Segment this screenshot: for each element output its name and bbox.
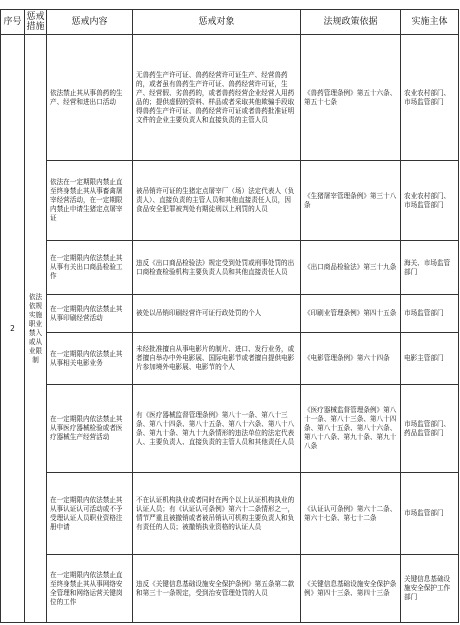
content-cell: 在一定期限内依法禁止直至终身禁止其从事网络安全管理和网络运营关键岗位的工作 <box>47 555 133 623</box>
table-row <box>1 555 459 623</box>
subject-cell: 电影主管部门 <box>401 333 459 385</box>
content-cell: 在一定期限内依法禁止其从事医疗器械检验或者医疗器械生产经营活动 <box>47 385 133 473</box>
table-row <box>1 473 459 555</box>
basis-cell: 《出口商品检验法》第三十九条 <box>301 241 401 295</box>
target-cell: 被吊销许可证的生猪定点屠宰厂（场）法定代表人（负责人）、直接负责的主管人员和其他直接责任人员，因食品安全犯罪被判处有期徒刑以上刑罚的人员 <box>133 161 301 241</box>
table-row <box>1 241 459 295</box>
target-cell: 有《医疗器械监督管理条例》第八十一条、第八十三条、第八十四条、第八十五条、第八十六条、第八十八条、第九十条、第九十九条情形的违法单位的法定代表人、主要负责人、直接负责的主管人员和其他责任人员 <box>133 385 301 473</box>
basis-cell: 《电影管理条例》第六十四条 <box>301 333 401 385</box>
target-cell: 不在认证机构执业或者同时在两个以上认证机构执业的认证人员；有《认证认可条例》第六十二条情形之一，情节严重且被撤销或者被吊销认可机构主要负责人和负有责任的人员；被撤销执业资格的认证人员 <box>133 473 301 555</box>
header-subject: 实施主体 <box>401 10 459 35</box>
header-measure: 惩戒措施 <box>25 10 47 35</box>
row-index-cell: 2 <box>1 35 25 623</box>
subject-cell: 市场监管部门、药品监管部门 <box>401 385 459 473</box>
header-target: 惩戒对象 <box>133 10 301 35</box>
header-content: 惩戒内容 <box>47 10 133 35</box>
subject-cell: 关键信息基础设施安全保护工作部门 <box>401 555 459 623</box>
content-cell: 依法禁止其从事兽药的生产、经营和进出口活动 <box>47 35 133 161</box>
table-row <box>1 333 459 385</box>
header-index: 序号 <box>1 10 25 35</box>
subject-cell: 市场监管部门 <box>401 295 459 333</box>
basis-cell: 《认证认可条例》第六十二条、第六十七条、第七十二条 <box>301 473 401 555</box>
subject-cell: 市场监管部门 <box>401 473 459 555</box>
measure-cell: 依法依规实施职业禁入或从业限制 <box>25 35 47 623</box>
table-row <box>1 161 459 241</box>
subject-cell: 农业农村部门、市场监管部门 <box>401 161 459 241</box>
content-cell: 在一定期限内依法禁止其从事印刷经营活动 <box>47 295 133 333</box>
content-cell: 在一定期限内依法禁止其从事认证认可活动或不予受理认证人员职业资格注册申请 <box>47 473 133 555</box>
table-row <box>1 35 459 161</box>
basis-cell: 《兽药管理条例》第五十六条、第五十七条 <box>301 35 401 161</box>
target-cell: 违反《出口商品检验法》规定受到处罚或刑事处罚的出口商检查检验机构主要负责人员和其他直接责任人员 <box>133 241 301 295</box>
content-cell: 在一定期限内依法禁止其从事相关电影业务 <box>47 333 133 385</box>
punishment-measures-table <box>0 9 459 623</box>
table-row <box>1 385 459 473</box>
subject-cell: 海关、市场监管部门 <box>401 241 459 295</box>
basis-cell: 《关键信息基础设施安全保护条例》第四十三条、第四十三条 <box>301 555 401 623</box>
target-cell: 被处以吊销印刷经营许可证行政处罚的个人 <box>133 295 301 333</box>
content-cell: 在一定期限内依法禁止其从事有关出口商品检验工作 <box>47 241 133 295</box>
table-row <box>1 295 459 333</box>
target-cell: 未经批准擅自从事电影片的制片、进口、发行业务，或者擅自举办中外电影展、国际电影节或者擅自提供电影片参加境外电影展、电影节的个人 <box>133 333 301 385</box>
header-basis: 法规政策依据 <box>301 10 401 35</box>
table-header-row <box>1 10 459 35</box>
basis-cell: 《印刷业管理条例》第四十五条 <box>301 295 401 333</box>
content-cell: 依法在一定期限内禁止直至终身禁止其从事畜禽屠宰经营活动，在一定期限内禁止申请生猪定点屠宰证 <box>47 161 133 241</box>
target-cell: 无兽药生产许可证、兽药经营许可证生产、经营兽药的，或者虽有兽药生产许可证、兽药经营许可证，生产、经营假、劣兽药的，或者兽药经营企业经营人用药品的；提供虚假的资料、样品或者采取其他欺骗手段取得兽药生产许可证、兽药经营许可证或者兽药批准证明文件的企业主要负责人和直接负责的主管人员 <box>133 35 301 161</box>
basis-cell: 《医疗器械监督管理条例》第八十一条、第八十三条、第八十四条、第八十五条、第八十六条、第八十八条、第九十条、第九十八条 <box>301 385 401 473</box>
subject-cell: 农业农村部门、市场监管部门 <box>401 35 459 161</box>
target-cell: 违反《关键信息基础设施安全保护条例》第五条第二款和第三十一条规定，受到治安管理处罚的人员 <box>133 555 301 623</box>
basis-cell: 《生猪屠宰管理条例》第三十八条 <box>301 161 401 241</box>
